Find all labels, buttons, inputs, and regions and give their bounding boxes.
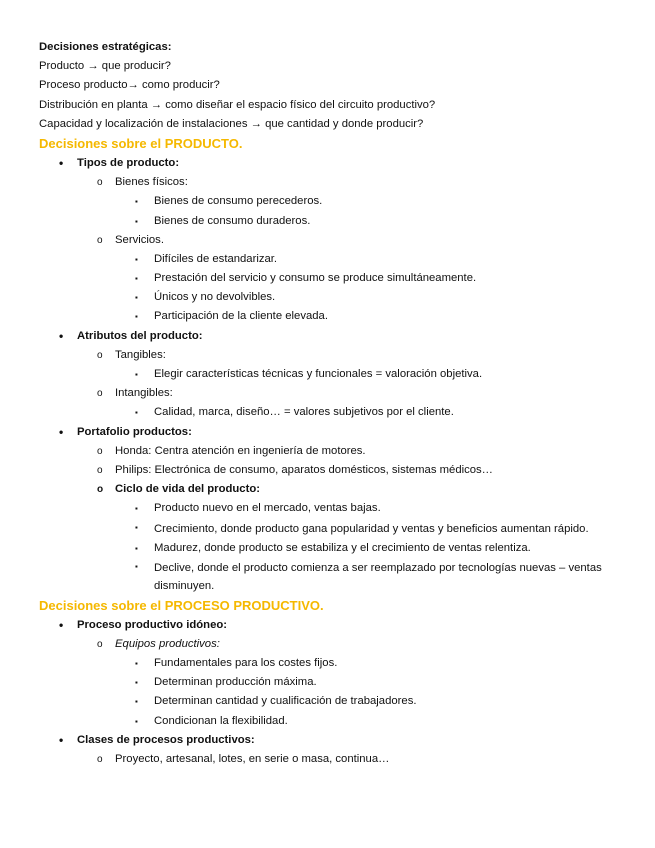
list-item-label: Bienes de consumo perecederos.	[154, 195, 323, 208]
list-item-label: Prestación del servicio y consumo se produce simultáneamente.	[154, 272, 477, 285]
circle-marker: o	[97, 445, 103, 457]
intro-line: Proceso producto→ como producir?	[39, 79, 220, 92]
list-item-label: Bienes físicos:	[115, 176, 188, 189]
list-item-label: Producto nuevo en el mercado, ventas bajas.	[154, 502, 381, 515]
list-item-label: Únicos y no devolvibles.	[154, 291, 276, 304]
square-marker: ▪	[135, 659, 138, 669]
list-item	[39, 212, 635, 231]
list-item-label: Ciclo de vida del producto:	[115, 483, 260, 496]
square-marker: ▪	[135, 697, 138, 707]
list-item	[39, 231, 635, 250]
square-marker: ▪	[135, 504, 138, 514]
square-marker: ▪	[135, 312, 138, 322]
circle-marker: o	[97, 234, 103, 246]
list-item-label: Philips: Electrónica de consumo, aparatos domésticos, sistemas médicos…	[115, 463, 493, 476]
square-marker: ▪	[135, 293, 138, 303]
list-item-label: Determinan cantidad y cualificación de trabajadores.	[154, 695, 417, 708]
square-marker: ▪	[135, 370, 138, 379]
circle-marker: o	[97, 638, 103, 650]
list-item-label: Difíciles de estandarizar.	[154, 252, 278, 265]
intro-line: Distribución en planta → como diseñar el espacio físico del circuito productivo?	[39, 98, 436, 111]
list-item	[39, 654, 635, 673]
list-item-label: Clases de procesos productivos:	[77, 733, 255, 746]
square-marker: ▪	[135, 254, 138, 264]
list-item	[39, 480, 635, 499]
list-item	[39, 269, 635, 288]
list-item-label: Crecimiento, donde producto gana popularidad y ventas y beneficios aumentan rápido.	[154, 522, 589, 535]
circle-marker: o	[97, 388, 103, 400]
list-item	[39, 346, 635, 365]
list-item	[39, 403, 635, 422]
list-item-label: Calidad, marca, diseño… = valores subjetivos por el cliente.	[154, 406, 454, 419]
list-item-label: Tipos de producto:	[77, 156, 180, 169]
list-item	[39, 539, 635, 558]
square-marker: ▪	[135, 408, 138, 418]
list-item	[39, 616, 635, 635]
square-marker: ▪	[135, 274, 138, 284]
list-item	[39, 461, 635, 480]
list-item	[39, 423, 635, 442]
list-item-label: Participación de la cliente elevada.	[154, 310, 328, 323]
list-item	[39, 692, 635, 711]
circle-marker: o	[97, 464, 103, 476]
list-item	[39, 750, 635, 769]
square-marker: ▪	[135, 543, 138, 553]
circle-marker: o	[97, 349, 103, 361]
list-item	[39, 192, 635, 211]
list-item-label: Fundamentales para los costes fijos.	[154, 657, 338, 670]
list-item-label: Declive, donde el producto comienza a ser reemplazado por tecnologías nuevas – ventas disminuyen.	[154, 561, 602, 592]
list-item-label: Atributos del producto:	[77, 329, 203, 342]
intro-line: Producto → que producir?	[39, 60, 171, 73]
list-item	[39, 154, 635, 173]
square-marker: ▪	[135, 716, 138, 726]
square-marker: ▪	[135, 522, 138, 532]
list-item	[39, 635, 635, 654]
list-item-label: Tangibles:	[115, 348, 166, 361]
bullet-marker: •	[59, 424, 64, 439]
list-item	[39, 442, 635, 461]
list-item-label: Proyecto, artesanal, lotes, en serie o masa, continua…	[115, 753, 390, 765]
list-item	[39, 288, 635, 307]
circle-marker: o	[97, 484, 104, 496]
list-item	[39, 365, 635, 384]
list-item-label: Honda: Centra atención en ingeniería de motores.	[115, 444, 366, 457]
list-item-label: Equipos productivos:	[115, 637, 220, 650]
list-item-label: Elegir características técnicas y funcionales = valoración objetiva.	[154, 368, 483, 380]
list-item-label: Portafolio productos:	[77, 425, 192, 438]
list-item	[39, 673, 635, 692]
list-item-label: Proceso productivo idóneo:	[77, 618, 228, 631]
list-item	[39, 384, 635, 403]
list-item-label: Intangibles:	[115, 387, 173, 400]
list-item	[39, 327, 635, 346]
list-item	[39, 250, 635, 269]
list-item-label: Bienes de consumo duraderos.	[154, 214, 311, 227]
square-marker: ▪	[135, 678, 138, 688]
list-item	[39, 712, 635, 731]
bullet-marker: •	[59, 328, 64, 343]
section-heading-proceso: Decisiones sobre el PROCESO PRODUCTIVO.	[39, 597, 324, 613]
list-item	[39, 173, 635, 192]
bullet-marker: •	[59, 617, 64, 632]
square-marker: ▪	[135, 561, 138, 571]
intro-title: Decisiones estratégicas:	[39, 41, 172, 53]
list-item-label: Determinan producción máxima.	[154, 676, 317, 689]
list-item	[39, 499, 635, 518]
list-item-label: Madurez, donde producto se estabiliza y el crecimiento de ventas relentiza.	[154, 541, 531, 554]
square-marker: ▪	[135, 197, 138, 207]
circle-marker: o	[97, 177, 103, 189]
section-heading-producto: Decisiones sobre el PRODUCTO.	[39, 135, 243, 151]
bullet-marker: •	[59, 732, 64, 747]
list-item	[39, 731, 635, 750]
list-item-label: Condicionan la flexibilidad.	[154, 714, 288, 727]
list-item-label: Servicios.	[115, 233, 164, 246]
bullet-marker: •	[59, 155, 64, 170]
square-marker: ▪	[135, 216, 138, 226]
intro-line: Capacidad y localización de instalaciones → que cantidad y donde producir?	[39, 117, 424, 130]
list-item	[39, 558, 635, 596]
list-item	[39, 307, 635, 326]
list-item	[39, 519, 635, 539]
circle-marker: o	[97, 754, 103, 765]
